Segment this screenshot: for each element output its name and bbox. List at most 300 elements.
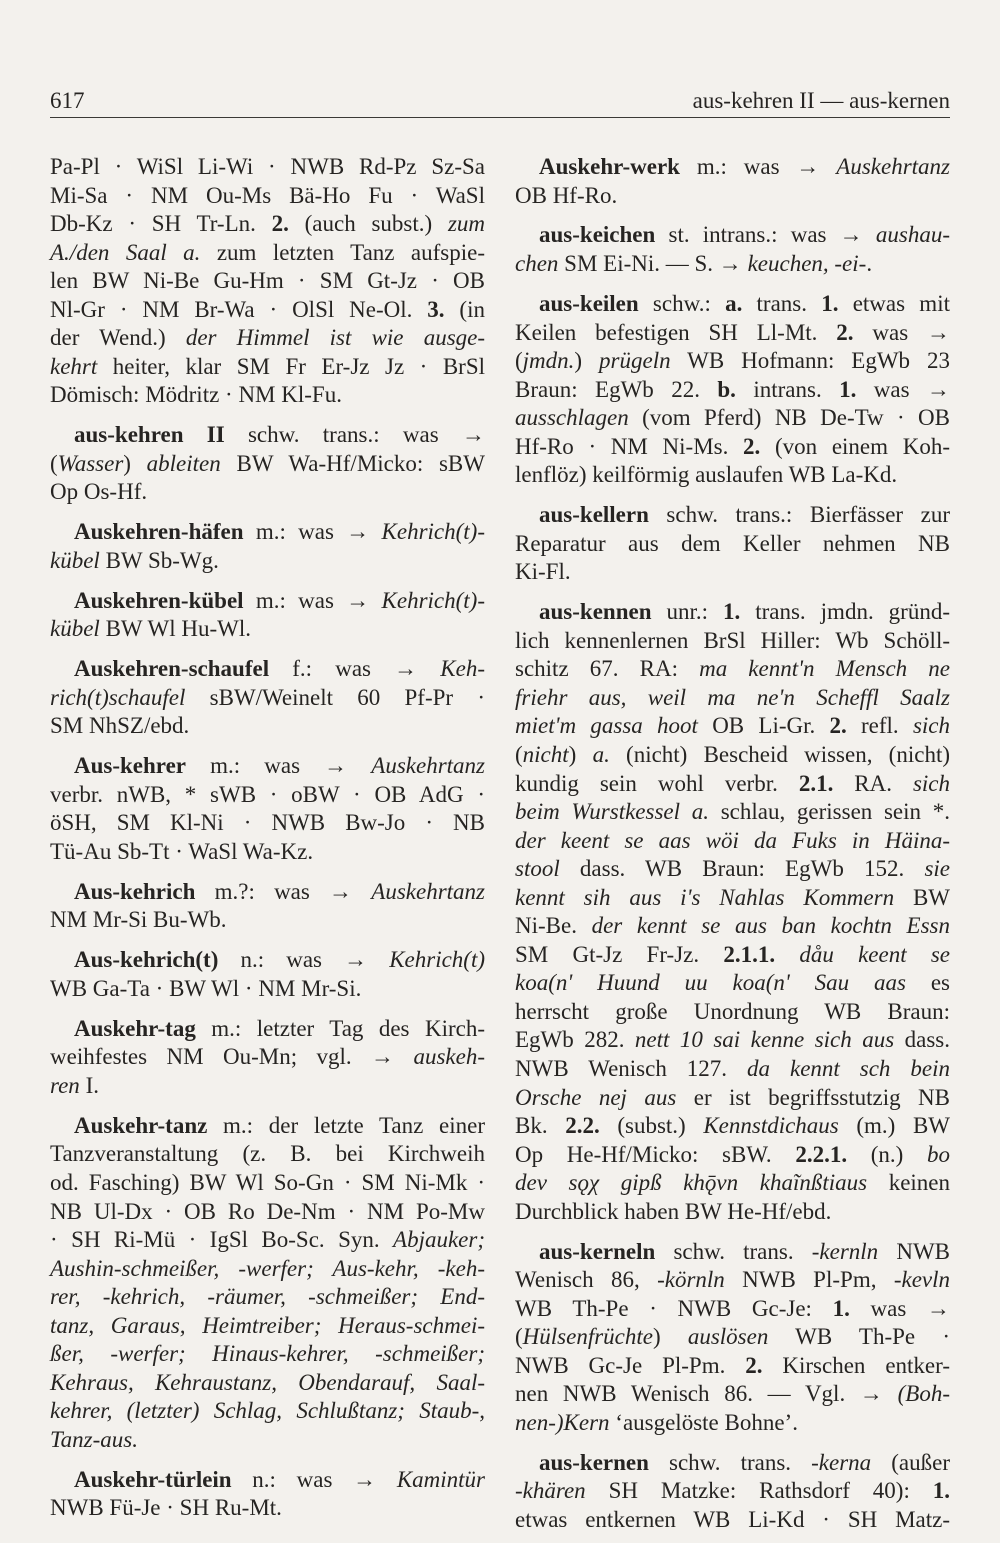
italic-text: ma kennt'n Mensch ne [699,656,950,682]
headword: aus-kellern [539,502,649,528]
italic-text: kehrer, (letzter) Schlag, Schlußtanz; Staub-, [50,1398,485,1424]
sense-number: 2.2.1. [795,1141,848,1167]
text-line [515,290,950,319]
text-line [515,1449,950,1478]
text-line [515,684,950,713]
text-line [50,975,485,1004]
left-column [50,153,485,1523]
sense-number: 2. [745,1352,763,1378]
dictionary-entry [515,1449,950,1535]
italic-text: da kennt sch bein [747,1055,950,1081]
dictionary-entry [50,946,485,1003]
italic-text: Kehraus, Kehraustanz, Obendarauf, Saal- [50,1369,485,1395]
text-line [515,182,950,211]
italic-text: Auskehrtanz [836,154,950,179]
text: NWB Gc-Je Pl-Pm. [515,1352,746,1378]
headword: aus-kehren II [74,422,225,448]
headword: Auskehren-kübel [74,587,244,613]
text-line [50,1369,485,1398]
text: NWB Wenisch 127. [515,1055,748,1081]
italic-text: A./den Saal a. [50,239,201,265]
text-line [50,381,485,410]
text: Tü-Au Sb-Tt · WaSl Wa-Kz. [50,838,314,864]
text-line [515,712,950,741]
text: Tanzveranstaltung (z. B. bei Kirchweih [50,1141,485,1167]
sense-number: 1. [821,290,839,316]
text: WB Th-Pe · [768,1324,950,1350]
text-line [515,319,950,348]
headword: aus-keichen [539,222,656,248]
text-line [515,1380,950,1409]
italic-text: kübel [50,547,100,573]
text: Dömisch: Mödritz · NM Kl-Fu. [50,382,342,408]
text: SM Ei-Ni. — S. → [558,251,748,277]
italic-text: Hülsenfrüchte [522,1324,653,1350]
text-line [50,587,485,616]
text-line [515,1295,950,1324]
text: m.: was → [243,587,382,613]
text: ) [568,741,593,767]
italic-text: -kerna [811,1449,872,1475]
text: (von einem Koh- [760,433,950,459]
text: schw. trans. [655,1238,812,1264]
header-rule [50,117,950,118]
text-line [515,1026,950,1055]
text: Durchblick haben BW He-Hf/ebd. [515,1198,832,1224]
text-line [50,1494,485,1523]
italic-text: Keh- [440,656,485,682]
text-line [515,798,950,827]
text: n.: was → [218,947,390,973]
italic-text: bo [927,1141,950,1167]
text: ) [652,1324,688,1350]
text: öSH, SM Kl-Ni · NWB Bw-Jo · NB [50,810,485,836]
text: m.: der letzte Tanz einer [207,1112,485,1138]
dictionary-entry [50,421,485,507]
text: OB Li-Gr. [697,713,830,739]
text-line [515,941,950,970]
italic-text: Aushin-schmeißer, -werfer; Aus-kehr, -keh- [50,1255,485,1281]
text-line [515,1238,950,1267]
text: dass. [894,1027,950,1053]
text: (in [444,296,485,322]
italic-text: Auskehrtanz [371,753,485,779]
text: trans. [742,290,822,316]
text-line [50,615,485,644]
italic-text: nen-)Kern [515,1409,610,1435]
text: schlau, gerissen sein *. [708,799,950,825]
dictionary-entry [50,1112,485,1455]
italic-text: Kehrich(t) [389,947,485,973]
italic-text: ausschlagen [515,405,629,431]
text: er ist begriffsstutzig NB [676,1084,950,1110]
text: etwas mit [838,290,950,316]
italic-text: dåu keent se [799,941,950,967]
text-line [515,221,950,250]
text-line [515,433,950,462]
sense-number: 2. [829,713,847,739]
text-line [515,969,950,998]
text-line [515,770,950,799]
text: WB Hofmann: EgWb 23 [670,348,950,374]
text-line [50,684,485,713]
text-line [515,655,950,684]
text: WB Ga-Ta · BW Wl · NM Mr-Si. [50,975,362,1001]
text: Ni-Be. [515,913,592,939]
text: Bk. [515,1113,566,1139]
text: etwas entkernen WB Li-Kd · SH Matz- [515,1506,950,1532]
italic-text: der keent se aas wöi da Fuks in Häina- [515,827,950,853]
text: keinen [867,1170,950,1196]
text: (m.) BW [838,1113,950,1139]
text: nen NWB Wenisch 86. — Vgl. → [515,1381,898,1407]
text-line [515,1323,950,1352]
text-line [50,1466,485,1495]
text: was → [849,1295,950,1321]
text: schw. trans. [648,1449,812,1475]
dictionary-entry [50,587,485,644]
text: m.: was → [243,519,382,545]
text: n.: was → [231,1466,397,1492]
text: Reparatur aus dem Keller nehmen NB [515,530,950,556]
text: (subst.) [599,1113,704,1139]
italic-text: keuchen, -ei- [747,251,867,277]
text: m.: was → [679,154,837,179]
text: Db-Kz · SH Tr-Ln. [50,211,272,237]
text: Kirschen entker- [762,1352,950,1378]
text-line [515,1055,950,1084]
text: refl. [846,713,913,739]
italic-text: dev sǫχ gipß khǭvn khaĩnßtiaus [515,1170,868,1196]
italic-text: der Himmel ist wie ausge- [185,325,486,351]
italic-text: stool [515,856,560,882]
text: was → [856,376,950,402]
headword: Auskehr-türlein [74,1466,232,1492]
text-line [50,906,485,935]
text: I. [79,1072,99,1098]
sense-number: 2. [743,433,761,459]
text-line [515,884,950,913]
text: RA. [833,770,913,796]
italic-text: zum [447,211,485,237]
text: Hf-Ro · NM Ni-Ms. [515,433,744,459]
text: WB Th-Pe · NWB Gc-Je: [515,1295,833,1321]
text-line [50,296,485,325]
dictionary-entry [515,153,950,210]
italic-text: ßer, -werfer; Hinaus-kehrer, -schmeißer; [50,1341,485,1367]
headword: aus-kerneln [539,1238,656,1264]
headword: Aus-kehrich [74,878,196,904]
text: Pa-Pl · WiSl Li-Wi · NWB Rd-Pz Sz-Sa [50,154,485,179]
italic-text: Kehrich(t)- [381,519,485,545]
italic-text: chen [515,251,559,277]
text-line [50,946,485,975]
italic-text: prügeln [599,348,671,374]
text-line [50,153,485,182]
dictionary-entry [515,598,950,1226]
text: m.?: was → [195,878,372,904]
italic-text: rer, -kehrich, -räumer, -schmeißer; End- [50,1284,485,1310]
dictionary-entry [515,501,950,587]
text-line [50,547,485,576]
italic-text: Tanz-aus. [50,1426,138,1452]
right-column [515,153,950,1535]
text-line [515,1506,950,1535]
text-line [515,1266,950,1295]
text-line [50,450,485,479]
headword: Aus-kehrich(t) [74,947,219,973]
text: od. Fasching) BW Wl So-Gn · SM Ni-Mk · [50,1170,485,1196]
text: dass. WB Braun: EgWb 152. [559,856,925,882]
text-line [515,404,950,433]
sense-number: b. [717,376,736,402]
text-line [50,752,485,781]
italic-text: sie [924,856,950,882]
text-line [515,1169,950,1198]
text-line [515,627,950,656]
italic-text: sich [912,770,951,796]
sense-number: 2. [271,211,289,237]
headword: aus-keilen [539,290,639,316]
text: Mi-Sa · NM Ou-Ms Bä-Ho Fu · WaSl [50,182,485,208]
text-line [515,1409,950,1438]
text: ( [515,1324,523,1350]
italic-text: rich(t)schaufel [50,684,186,710]
page-header [50,86,950,116]
text: (n.) [847,1141,927,1167]
text: kundig sein wohl verbr. [515,770,799,796]
text: m.: was → [186,753,372,779]
text-line [50,838,485,867]
text-line [515,741,950,770]
text-line [50,518,485,547]
sense-number: 1. [839,376,857,402]
italic-text: kübel [50,616,100,642]
text: zum letzten Tanz aufspie- [200,239,485,265]
text-line [50,239,485,268]
text: ( [515,741,523,767]
text-line [50,1340,485,1369]
text: SM NhSZ/ebd. [50,713,190,739]
text: st. intrans.: was → [655,222,876,248]
headword: Aus-kehrer [74,753,187,779]
text-line [50,655,485,684]
text: es [905,970,950,996]
text: was → [853,319,950,345]
text: · SH Ri-Mü · IgSl Bo-Sc. Syn. [50,1227,394,1253]
text: Op He-Hf/Micko: sBW. [515,1141,796,1167]
text: (auch subst.) [288,211,448,237]
dictionary-entry [50,518,485,575]
text: schw. trans.: Bierfässer zur [648,502,950,528]
text: (außer [871,1449,950,1475]
italic-text: ableiten [146,450,221,476]
text-line [50,878,485,907]
italic-text: nicht [522,741,569,767]
text-line [50,478,485,507]
text: ) [574,348,600,374]
sense-number: 1. [832,1295,850,1321]
text-line [50,267,485,296]
text-line [50,182,485,211]
headword: aus-kernen [539,1449,649,1475]
text-line [515,1477,950,1506]
text-line [50,1043,485,1072]
text: NM Mr-Si Bu-Wb. [50,907,227,933]
text: Ki-Fl. [515,559,571,585]
sense-number: 1. [932,1478,950,1504]
text: len BW Ni-Be Gu-Hm · SM Gt-Jz · OB [50,268,485,294]
text-line [515,558,950,587]
text: Braun: EgWb 22. [515,376,718,402]
italic-text: -kernln [811,1238,879,1264]
text: SM Gt-Jz Fr-Jz. [515,941,724,967]
italic-text: Wasser [57,450,124,476]
text-line [50,712,485,741]
italic-text: auslösen [687,1324,769,1350]
text-line [50,1397,485,1426]
text: ) [123,450,147,476]
text: NWB [878,1238,950,1264]
text: NWB Fü-Je · SH Ru-Mt. [50,1495,282,1521]
dictionary-entry [515,1238,950,1438]
dictionary-entry [50,1466,485,1523]
dictionary-entry [50,752,485,866]
italic-text: beim Wurstkessel a. [515,799,709,825]
italic-text: a. [592,741,610,767]
dictionary-entry [515,290,950,490]
text-line [50,353,485,382]
text: sBW/Weinelt 60 Pf-Pr · [185,684,485,710]
text: schitz 67. RA: [515,656,700,682]
text: weihfestes NM Ou-Mn; vgl. → [50,1044,414,1070]
text: Wenisch 86, [515,1267,658,1293]
italic-text: -khären [515,1478,586,1504]
page-number: 617 [50,88,85,113]
text-line [50,1283,485,1312]
italic-text: kehrt [50,353,98,379]
headword: Auskehr-werk [539,154,680,179]
text-line [515,461,950,490]
text: OB Hf-Ro. [515,182,618,208]
text: schw.: [638,290,726,316]
text: BW Wa-Hf/Micko: sBW [220,450,485,476]
sense-number: 2.2. [565,1113,600,1139]
italic-text: -körnln [657,1267,725,1293]
italic-text: Kennstdichaus [703,1113,839,1139]
sense-number: 2.1. [798,770,834,796]
sense-number: a. [725,290,743,316]
text-line [50,1255,485,1284]
text-line [515,998,950,1027]
text: Keilen befestigen SH Ll-Mt. [515,319,837,345]
italic-text: Abjauker; [393,1227,485,1253]
text: (vom Pferd) NB De-Tw · OB [628,405,950,431]
dictionary-entry [50,153,485,410]
text-line [50,421,485,450]
text [775,942,799,967]
text-line [515,827,950,856]
text: ‘ausgelöste Bohne’. [609,1409,798,1435]
text-line [50,1072,485,1101]
text-line [50,1112,485,1141]
text-line [50,809,485,838]
italic-text: friehr aus, weil ma ne'n Scheffl Saalz [515,684,950,710]
text-line [50,210,485,239]
italic-text: sich [912,713,951,739]
dictionary-entry [50,878,485,935]
italic-text: jmdn. [522,348,575,374]
text-line [515,153,950,182]
text: (nicht) Bescheid wissen, (nicht) [609,741,950,767]
dictionary-entry [50,1015,485,1101]
text: NB Ul-Dx · OB Ro De-Nm · NM Po-Mw [50,1198,485,1224]
italic-text: kennt sih aus i's Nahlas Kommern [515,884,895,910]
dictionary-entry [50,655,485,741]
text-line [50,781,485,810]
text: m.: letzter Tag des Kirch- [195,1015,485,1041]
text: EgWb 282. [515,1027,635,1053]
text: . [866,251,873,277]
text: unr.: [651,599,723,625]
text: ( [515,348,523,374]
text: Op Os-Hf. [50,479,148,505]
text: trans. jmdn. gründ- [740,599,950,625]
italic-text: (Boh- [897,1381,950,1407]
text-line [50,1015,485,1044]
running-head: aus-kehren II — aus-kernen [692,88,950,113]
text-line [515,376,950,405]
text: BW Wl Hu-Wl. [99,616,251,642]
text-line [50,1169,485,1198]
text: der Wend.) [50,325,186,351]
sense-number: 2.1.1. [723,941,776,967]
text-line [515,598,950,627]
text: BW [894,884,950,910]
text: lenflöz) keilförmig auslaufen WB La-Kd. [515,462,898,488]
text-line [50,1140,485,1169]
italic-text: tanz, Garaus, Heimtreiber; Heraus-schmei- [50,1312,485,1338]
italic-text: auskeh- [413,1044,485,1070]
headword: Auskehr-tanz [74,1112,208,1138]
text-line [515,347,950,376]
dictionary-entry [515,221,950,278]
italic-text: nett 10 sai kenne sich aus [634,1027,895,1053]
text-line [515,501,950,530]
italic-text: ren [50,1072,80,1098]
text-line [515,1198,950,1227]
text: BW Sb-Wg. [99,547,219,573]
headword: aus-kennen [539,599,652,625]
text: ( [50,450,58,476]
text-line [50,1312,485,1341]
text-line [515,530,950,559]
text-line [515,250,950,279]
headword: Auskehren-schaufel [74,656,270,682]
text: Nl-Gr · NM Br-Wa · OlSl Ne-Ol. [50,296,428,322]
italic-text: Auskehrtanz [371,878,485,904]
text: intrans. [735,376,840,402]
headword: Auskehren-häfen [74,519,244,545]
text: verbr. nWB, * sWB · oBW · OB AdG · [50,781,485,807]
text-line [515,912,950,941]
text-line [515,1352,950,1381]
italic-text: koa(n' Huund uu koa(n' Sau aas [515,970,906,996]
italic-text: miet'm gassa hoot [515,713,698,739]
text-line [50,324,485,353]
text-line [515,1084,950,1113]
text-line [515,1112,950,1141]
